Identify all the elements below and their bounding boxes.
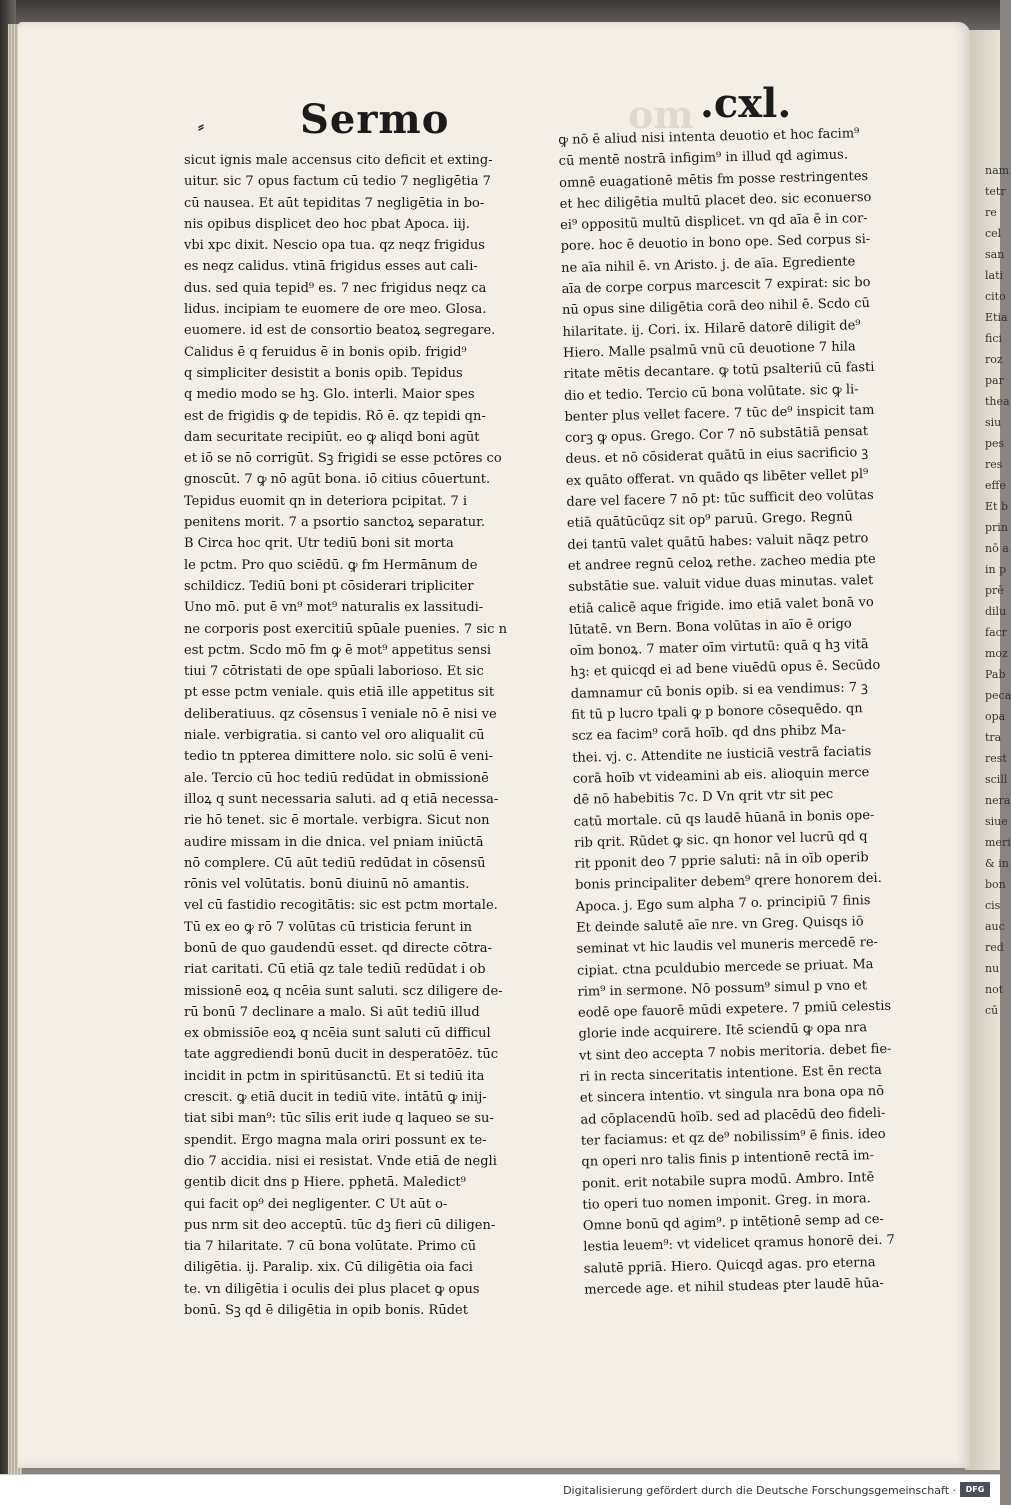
text-line: dē nō habebitis 7c. D Vn qrit vtr sit pec bbox=[573, 787, 834, 809]
text-line: te. vn diligētia i oculis dei plus placet ꝙ opus bbox=[184, 1281, 480, 1297]
text-line: etiā calicē aque frigide. imo etiā valet bonā vo bbox=[568, 594, 874, 617]
text-line: damnamur cū bonis opib. si ea vendimus: 7 ꝫ bbox=[570, 679, 868, 702]
text-line: et hec diligētia multū placet deo. sic econuerso bbox=[559, 189, 872, 212]
text-line: riat caritati. Cū etiā qz tale tediū redūdat i ob bbox=[184, 962, 486, 978]
text-line: ter faciamus: et qz de⁹ nobilissim⁹ ē finis. ideo bbox=[580, 1126, 886, 1149]
text-line: seminat vt hic laudis vel muneris mercedē re- bbox=[576, 935, 879, 958]
text-line: hꝫ: et quicqd ei ad bene viuēdū opus ē. Secūdo bbox=[570, 658, 881, 681]
text-line: vel cū fastidio recogitātis: sic est pctm mortale. bbox=[184, 898, 498, 914]
text-line: dus. sed quia tepid⁹ es. 7 nec frigidus neqz ca bbox=[184, 280, 487, 296]
text-line: omnē euagationē mētis fm posse restringentes bbox=[559, 168, 869, 191]
text-line: Hiero. Malle psalmū vnū cū deuotione 7 hila bbox=[562, 339, 856, 361]
text-line: corꝫ ꝙ opus. Grego. Cor 7 nō substātiā pensat bbox=[564, 424, 869, 447]
text-line: pore. hoc ē deuotio in bono ope. Sed corpus si- bbox=[560, 232, 871, 255]
text-line: es neqz calidus. vtinā frigidus esses aut cali- bbox=[184, 259, 478, 275]
text-line: eodē ope fauorē mūdi expetere. 7 pmiū celestis bbox=[577, 998, 892, 1021]
text-line: diligētia. ij. Paralip. xix. Cū diligētia oia faci bbox=[184, 1260, 473, 1276]
facing-page-fragment: nam tetr re cel san lati cito Etia fici roz par thea siu pes res effe Et b prin nō a in p prē dilu facr moz Pab peca opa tra rest scill nera siue meri & in bon cis auc red nu not cū bbox=[985, 164, 1011, 1017]
text-line: Calidus ē q feruidus ē in bonis opib. frigid⁹ bbox=[184, 344, 467, 360]
text-line: Et deinde salutē aīe nre. vn Greg. Quisqs iō bbox=[575, 914, 864, 936]
text-line: tia 7 hilaritate. 7 cū bona volūtate. Primo cū bbox=[184, 1239, 477, 1255]
text-line: gnoscūt. 7 ꝙ nō agūt bona. iō citius cōuertunt. bbox=[184, 472, 491, 488]
text-line: fit tū p lucro tpali ꝙ p bonore cōsequēdo. qn bbox=[571, 701, 863, 723]
text-line: mercede age. et nihil studeas pter laudē hūa- bbox=[584, 1275, 884, 1298]
text-line: audire missam in die dnica. vel pniam iniūctā bbox=[184, 834, 484, 850]
text-line: ponit. erit notabile supra modū. Ambro. Intē bbox=[581, 1169, 875, 1192]
text-line: gentib dicit dns p Hiere. pphetā. Maledict⁹ bbox=[184, 1175, 466, 1191]
running-head: Sermo bbox=[300, 96, 450, 143]
text-line: et iō se nō corrigūt. Sꝫ frigidi se esse pctōres co bbox=[184, 451, 502, 467]
text-line: q simpliciter desistit a bonis opib. Tepidus bbox=[184, 365, 463, 381]
text-line: nō complere. Cū aūt tediū redūdat in cōsensū bbox=[184, 855, 486, 871]
text-line: ne aīa nihil ē. vn Aristo. j. de aīa. Egrediente bbox=[560, 254, 856, 276]
text-line: dio et tedio. Tercio cū bona volūtate. sic ꝙ li- bbox=[563, 381, 859, 404]
text-line: est de frigidis ꝙ de tepidis. Rō ē. qz tepidi qn- bbox=[184, 408, 486, 424]
text-line: lūtatē. vn Bern. Bona volūtas in aīo ē origo bbox=[569, 616, 852, 638]
text-line: ex quāto offerat. vn quādo qs libēter vellet pl⁹ bbox=[565, 466, 869, 489]
text-line: tio operi tuo nomen imponit. Greg. in mora. bbox=[582, 1191, 871, 1213]
text-line: rim⁹ in sermone. Nō possum⁹ simul p vno et bbox=[577, 978, 868, 1000]
text-line: dio 7 accidia. nisi ei resistat. Vnde etiā de negli bbox=[184, 1153, 497, 1169]
text-line: illoꝝ q sunt necessaria saluti. ad q etiā necessa- bbox=[184, 791, 499, 807]
text-line: euomere. id est de consortio beatoꝝ segregare. bbox=[184, 323, 496, 339]
text-line: aīa de corpe corpus marcescit 7 expirat: sic bo bbox=[561, 275, 871, 298]
text-line: lidus. incipiam te euomere de ore meo. Glosa. bbox=[184, 302, 487, 318]
text-line: etiā quātūcūqz sit op⁹ paruū. Grego. Regnū bbox=[566, 509, 854, 532]
text-line: vbi xpc dixit. Nescio opa tua. qz neqz frigidus bbox=[184, 238, 485, 254]
text-line: B Circa hoc qrit. Utr tediū boni sit morta bbox=[184, 536, 454, 552]
text-column-left bbox=[184, 150, 534, 1321]
text-column-right bbox=[558, 122, 934, 1301]
text-line: penitens morit. 7 a psortio sanctoꝝ separatur. bbox=[184, 515, 486, 531]
text-line: Uno mō. put ē vn⁹ mot⁹ naturalis ex lassitudi- bbox=[184, 600, 484, 616]
text-line: niale. verbigratia. si canto vel oro aliqualit cū bbox=[184, 728, 485, 744]
text-line: substātie sue. valuit vidue duas minutas. valet bbox=[568, 573, 874, 596]
dfg-logo: DFG bbox=[960, 1482, 990, 1497]
text-line: deus. et nō cōsiderat quātū in eius sacrificio ꝫ bbox=[565, 445, 869, 468]
text-line: ri in recta sinceritatis intentione. Est ēn recta bbox=[579, 1062, 883, 1085]
text-line: cū mentē nostrā infigim⁹ in illud qd agimus. bbox=[558, 147, 849, 170]
text-line: bonis principaliter debem⁹ qrere honorem dei. bbox=[574, 871, 882, 894]
text-line: corā hoīb vt videamini ab eis. alioquin merce bbox=[572, 765, 870, 787]
text-line: et sincera intentio. vt singula nra bona opa nō bbox=[579, 1084, 885, 1107]
text-line: tiui 7 cōtristati de ope spūali laborioso. Et sic bbox=[184, 664, 484, 680]
text-line: rib qrit. Rūdet ꝙ sic. qn honor vel lucrū qd q bbox=[574, 828, 868, 851]
text-line: lestia leuem⁹: vt videlicet qramus honorē dei. 7 bbox=[583, 1233, 896, 1256]
text-line: pus nrm sit deo acceptū. tūc dꝫ fieri cū diligen- bbox=[184, 1217, 496, 1233]
text-line: spendit. Ergo magna mala oriri possunt ex te- bbox=[184, 1132, 487, 1148]
facing-page-edge bbox=[965, 30, 1011, 1470]
text-line: cū nausea. Et aūt tepiditas 7 negligētia in bo- bbox=[184, 195, 485, 211]
text-line: rōnis vel volūtatis. bonū diuinū nō amantis. bbox=[184, 877, 470, 893]
text-line: dei tantū valet quātū habes: valuit nāqz petro bbox=[567, 530, 869, 553]
text-line: dare vel facere 7 nō pt: tūc sufficit deo volūtas bbox=[566, 487, 874, 510]
text-line: Apoca. j. Ego sum alpha 7 o. principiū 7 finis bbox=[575, 892, 871, 915]
text-line: dam securitate recipiūt. eo ꝙ aliqd boni agūt bbox=[184, 429, 480, 445]
text-line: tiat sibi man⁹: tūc sīlis erit iude q laqueo se su- bbox=[184, 1111, 494, 1127]
text-line: nis opibus displicet deo hoc pbat Apoca. iij. bbox=[184, 216, 470, 232]
text-line: qui facit op⁹ dei negligenter. C Ut aūt o- bbox=[184, 1196, 448, 1212]
text-line: bonū de quo gaudendū esset. qd directe cōtra- bbox=[184, 940, 492, 956]
text-line: thei. vj. c. Attendite ne iusticiā vestrā faciatis bbox=[572, 743, 872, 766]
text-line: glorie inde acquirere. Itē sciendū ꝙ opa nra bbox=[578, 1020, 868, 1043]
text-line: ritate mētis decantare. ꝙ totū psalteriū cū fasti bbox=[563, 360, 875, 383]
text-line: crescit. ꝙ etiā ducit in tediū vite. intātū ꝙ inij- bbox=[184, 1090, 487, 1106]
text-line: ex obmissiōe eoꝝ q ncēia sunt saluti cū difficul bbox=[184, 1026, 491, 1042]
text-line: ad cōplacendū hoīb. sed ad placēdū deo fideli- bbox=[580, 1105, 886, 1128]
funding-credit: Digitalisierung gefördert durch die Deutsche Forschungsgemeinschaft · bbox=[563, 1484, 956, 1497]
text-line: Tepidus euomit qn in deteriora pcipitat. 7 i bbox=[184, 493, 468, 509]
text-line: q medio modo se hꝫ. Glo. interli. Maior spes bbox=[184, 387, 475, 403]
text-line: missionē eoꝝ q ncēia sunt saluti. scz diligere de- bbox=[184, 983, 503, 999]
text-line: cipiat. ctna pculdubio mercede se priuat. Ma bbox=[576, 956, 874, 979]
text-line: schildicz. Tediū boni pt cōsiderari tripliciter bbox=[184, 578, 474, 594]
text-line: scz ea facim⁹ corā hoīb. qd dns phibz Ma- bbox=[571, 722, 847, 745]
text-line: bonū. Sꝫ qd ē diligētia in opib bonis. Rūdet bbox=[184, 1303, 468, 1319]
text-line: vt sint deo accepta 7 nobis meritoria. debet fie- bbox=[578, 1041, 892, 1064]
text-line: le pctm. Pro quo sciēdū. ꝙ fm Hermānum de bbox=[184, 557, 478, 573]
text-line: pt esse pctm veniale. quis etiā ille appetitus sit bbox=[184, 685, 495, 701]
text-line: oīm bonoꝝ. 7 mater oīm virtutū: quā q hꝫ vitā bbox=[569, 637, 869, 659]
text-line: et andree regnū celoꝝ rethe. zacheo media pte bbox=[567, 551, 876, 574]
text-line: benter plus vellet facere. 7 tūc de⁹ inspicit tam bbox=[564, 402, 875, 425]
text-line: est pctm. Scdo mō fm ꝙ ē mot⁹ appetitus sensi bbox=[184, 642, 492, 658]
text-line: uitur. sic 7 opus factum cū tedio 7 negligētia 7 bbox=[184, 174, 491, 190]
text-line: rie hō tenet. sic ē mortale. verbigra. Sicut non bbox=[184, 813, 490, 829]
text-line: catū mortale. cū qs laudē hūanā in bonis ope- bbox=[573, 807, 875, 830]
text-line: sicut ignis male accensus cito deficit et exting- bbox=[184, 153, 493, 168]
signature-mark: ⸗ bbox=[198, 116, 204, 137]
text-line: Tū ex eo ꝙ rō 7 volūtas cū tristicia ferunt in bbox=[184, 919, 473, 935]
text-line: salutē ppriā. Hiero. Quicqd agas. pro eterna bbox=[583, 1254, 876, 1277]
text-line: hilaritate. ij. Cori. ix. Hilarē datorē diligit de⁹ bbox=[562, 317, 861, 340]
text-line: incidit in pctm in spiritūsanctū. Et si tediū ita bbox=[184, 1068, 485, 1084]
text-line: nū opus sine diligētia corā deo nihil ē. Scdo cū bbox=[561, 296, 871, 319]
text-line: rū bonū 7 declinare a malo. Si aūt tediū illud bbox=[184, 1004, 480, 1020]
text-line: ale. Tercio cū hoc tediū redūdat in obmissionē bbox=[184, 770, 489, 786]
text-line: ꝙ nō ē aliud nisi intenta deuotio et hoc facim⁹ bbox=[558, 126, 860, 148]
show-through-text: om bbox=[628, 92, 694, 137]
text-line: ne corporis post exercitiū spūale puenies. 7 sic n bbox=[184, 621, 507, 637]
text-line: rit pponit deo 7 pprie saluti: nā in oīb operib bbox=[574, 850, 869, 872]
folio-number: .cxl. bbox=[700, 80, 792, 127]
text-line: Omne bonū qd agim⁹. p intētionē semp ad ce- bbox=[582, 1212, 885, 1234]
text-line: tedio tn ppterea dimittere nolo. sic solū ē veni- bbox=[184, 749, 493, 765]
text-line: ei⁹ oppositū multū displicet. vn qd aīa ē in cor- bbox=[560, 211, 868, 234]
text-line: tate aggrediendi bonū ducit in desperatōēz. tūc bbox=[184, 1047, 499, 1063]
text-line: qn operi nro talis finis p intentionē rectā im- bbox=[581, 1148, 875, 1170]
text-line: deliberatiuus. qz cōsensus ī veniale nō ē nisi ve bbox=[184, 706, 497, 722]
